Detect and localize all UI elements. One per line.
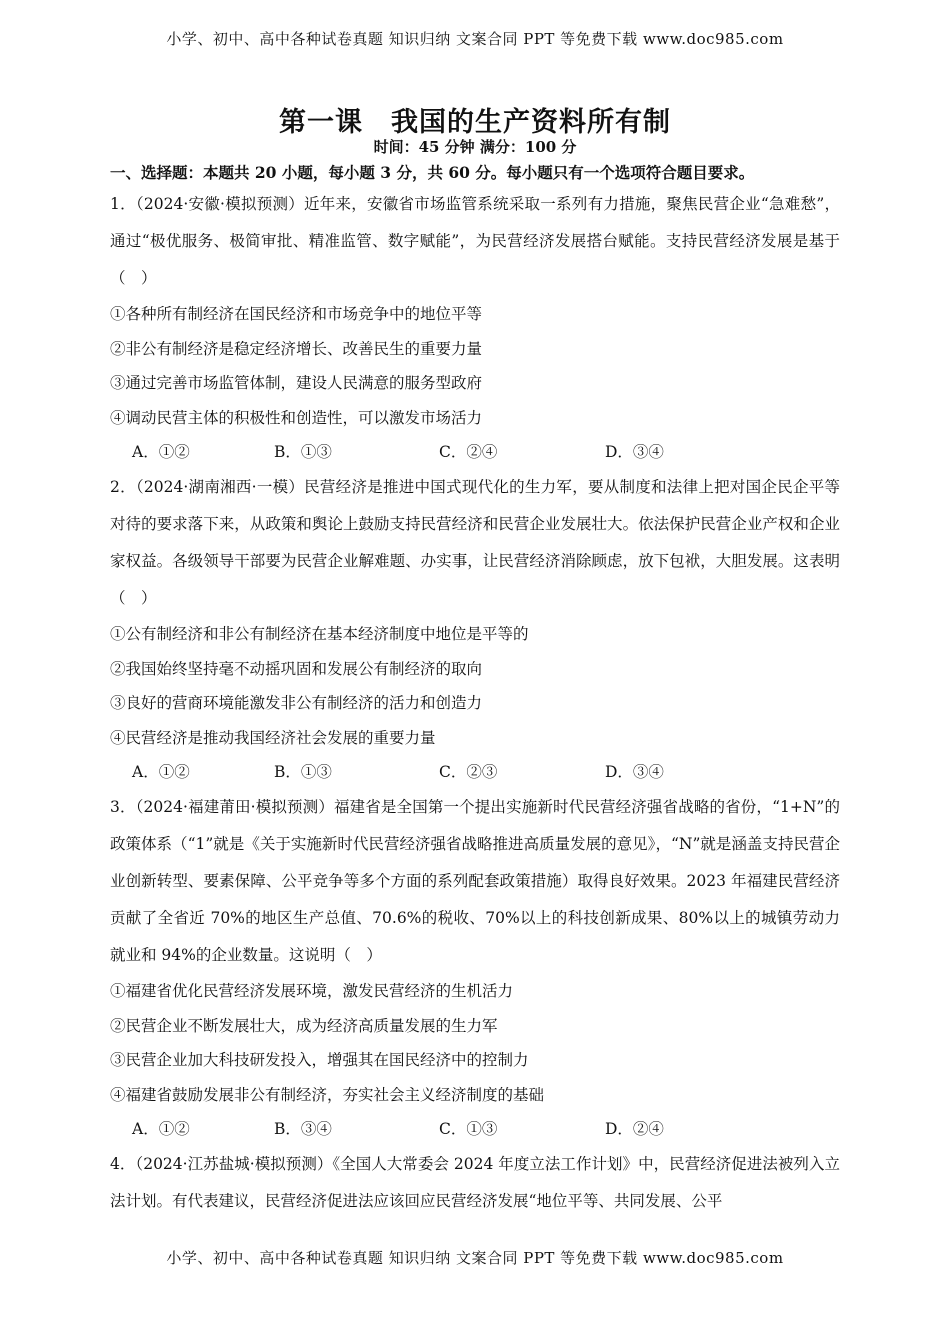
option-a[interactable]: A．①② — [132, 1120, 190, 1138]
option-a[interactable]: A．①② — [132, 763, 190, 781]
statement-3: ③良好的营商环境能激发非公有制经济的活力和创造力 — [110, 694, 483, 712]
exam-content — [110, 160, 840, 1220]
question-1 — [110, 186, 840, 469]
page-title: 第一课 我国的生产资料所有制 — [279, 107, 671, 138]
question-stem: 1．（2024·安徽·模拟预测）近年来，安徽省市场监管系统采取一系列有力措施，聚焦民营企业“急难愁”，通过“极优服务、极简审批、精准监管、数字赋能”，为民营经济发展搭台赋能。支持民营经济发展是基于（ ） — [110, 195, 840, 287]
page-header: 小学、初中、高中各种试卷真题 知识归纳 文案合同 PPT 等免费下载 www.doc985.com — [166, 30, 784, 48]
statement-4: ④福建省鼓励发展非公有制经济，夯实社会主义经济制度的基础 — [110, 1085, 545, 1104]
question-3 — [110, 789, 840, 1146]
statement-3: ③民营企业加大科技研发投入，增强其在国民经济中的控制力 — [110, 1051, 529, 1069]
statement-4: ④调动民营主体的积极性和创造性，可以激发市场活力 — [110, 408, 483, 427]
exam-info: 时间：45 分钟 满分：100 分 — [373, 138, 577, 156]
statement-2: ②非公有制经济是稳定经济增长、改善民生的重要力量 — [110, 339, 483, 358]
option-d[interactable]: D．③④ — [605, 443, 664, 461]
page-footer: 小学、初中、高中各种试卷真题 知识归纳 文案合同 PPT 等免费下载 www.doc985.com — [166, 1249, 784, 1267]
option-b[interactable]: B．①③ — [274, 763, 332, 781]
statement-2: ②我国始终坚持毫不动摇巩固和发展公有制经济的取向 — [110, 659, 483, 678]
option-b[interactable]: B．③④ — [274, 1120, 332, 1138]
option-c[interactable]: C．②③ — [439, 763, 498, 781]
option-a[interactable]: A．①② — [132, 443, 190, 461]
question-2 — [110, 469, 840, 789]
answer-options — [110, 755, 840, 789]
question-stem: 4．（2024·江苏盐城·模拟预测）《全国人大常委会 2024 年度立法工作计划》中，民营经济促进法被列入立法计划。有代表建议，民营经济促进法应该回应民营经济发展“地位平等、共同发展、公平 — [110, 1155, 840, 1210]
statement-1: ①各种所有制经济在国民经济和市场竞争中的地位平等 — [110, 305, 483, 323]
question-stem: 3．（2024·福建莆田·模拟预测）福建省是全国第一个提出实施新时代民营经济强省战略的省份，“1+N”的政策体系（“1”就是《关于实施新时代民营经济强省战略推进高质量发展的意见》，“N”就是涵盖支持民营企业创新转型、要素保障、公平竞争等多个方面的系列配套政策措施）取得良好效果。2023 年福建民营经济贡献了全省近 70%的地区生产总值、70.6%的税收、70%以上的科技创新成果、80%以上的城镇劳动力就业和 94%的企业数量。这说明（ ） — [110, 798, 840, 964]
question-stem: 2．（2024·湖南湘西·一模）民营经济是推进中国式现代化的生力军，要从制度和法律上把对国企民企平等对待的要求落下来，从政策和舆论上鼓励支持民营经济和民营企业发展壮大。依法保护民营企业产权和企业家权益。各级领导干部要为民营企业解难题、办实事，让民营经济消除顾虑，放下包袱，大胆发展。这表明（ ） — [110, 478, 840, 607]
question-4 — [110, 1146, 840, 1220]
option-c[interactable]: C．①③ — [439, 1120, 498, 1138]
option-d[interactable]: D．②④ — [605, 1120, 664, 1138]
option-d[interactable]: D．③④ — [605, 763, 664, 781]
section-heading: 一、选择题：本题共 20 小题，每小题 3 分，共 60 分。每小题只有一个选项符合题目要求。 — [110, 163, 755, 182]
option-c[interactable]: C．②④ — [439, 443, 498, 461]
answer-options — [110, 435, 840, 469]
statement-1: ①福建省优化民营经济发展环境，激发民营经济的生机活力 — [110, 982, 514, 1000]
statement-1: ①公有制经济和非公有制经济在基本经济制度中地位是平等的 — [110, 625, 529, 643]
statement-3: ③通过完善市场监管体制，建设人民满意的服务型政府 — [110, 374, 483, 392]
answer-options — [110, 1112, 840, 1146]
statement-4: ④民营经济是推动我国经济社会发展的重要力量 — [110, 728, 436, 747]
option-b[interactable]: B．①③ — [274, 443, 332, 461]
statement-2: ②民营企业不断发展壮大，成为经济高质量发展的生力军 — [110, 1016, 498, 1035]
